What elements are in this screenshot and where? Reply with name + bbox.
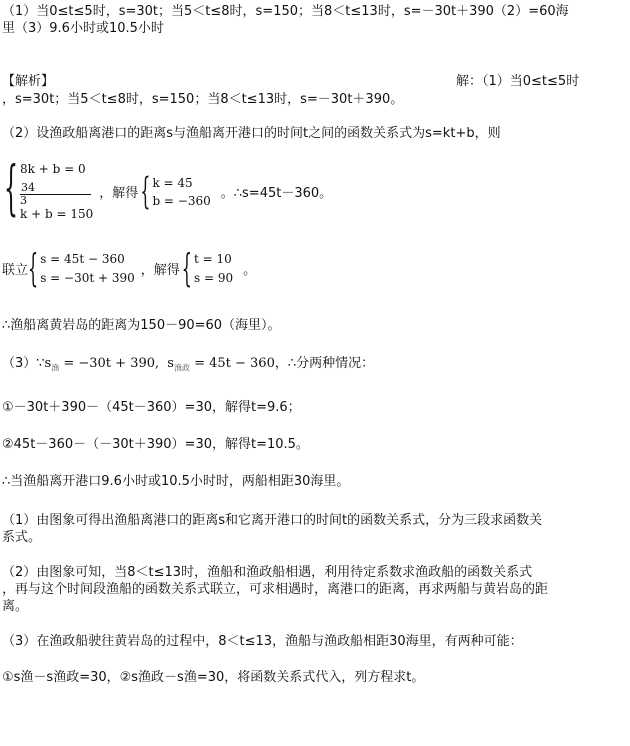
- explanation-2-line-1: （2）由图象可知，当8＜t≤13时，渔船和渔政船相遇，利用待定系数求渔政船的函数关系式: [2, 565, 533, 580]
- fraction-34-3: 34 3: [20, 182, 91, 207]
- system1-result-k: k = 45: [152, 175, 193, 190]
- s-yuzheng: $s_{渔政} = 45t - 360$: [167, 356, 275, 373]
- answer-line-1: （1）当0≤t≤5时，s=30t；当5＜t≤8时，s=150；当8＜t≤13时，s=－30t＋390（2）=60海: [2, 4, 569, 19]
- explanation-2-line-3: 离。: [2, 599, 29, 614]
- left-brace: {: [140, 168, 151, 213]
- system1-conclusion: 。∴s=45t－360。: [220, 186, 333, 201]
- explanation-3-line-1: （3）在渔政船驶往黄岩岛的过程中，8＜t≤13，渔船与渔政船相距30海里，有两种可能：: [2, 634, 523, 649]
- equation-system-1: [4, 156, 333, 224]
- explanation-2-line-2: ，再与这个时间段渔船的函数关系式联立，可求相遇时，离港口的距离，再求两船与黄岩岛的距: [2, 582, 549, 597]
- system1-result-b: b = −360: [152, 193, 211, 208]
- solve-label-1: ，解得: [99, 186, 139, 201]
- case-2: ②45t－360－（－30t＋390）=30，解得t=10.5。: [2, 437, 309, 452]
- system2-label: 联立: [2, 263, 29, 278]
- system2-result-t: t = 10: [193, 252, 232, 266]
- distance-conclusion: ∴渔船离黄岩岛的距离为150－90=60（海里）。: [2, 318, 281, 333]
- explanation-1-line-1: （1）由图象可得出渔船离港口的距离s和它离开港口的时间t的函数关系式，分为三段求函数关: [2, 513, 543, 528]
- system2-eq2: s = −30t + 390: [40, 271, 135, 285]
- analysis-heading: 【解析】: [2, 74, 55, 89]
- system2-end: 。: [243, 263, 257, 278]
- analysis-intro-line-2: ，s=30t；当5＜t≤8时，s=150；当8＜t≤13时，s=－30t＋390。: [2, 92, 404, 107]
- explanation-1-line-2: 系式。: [2, 530, 42, 545]
- system2-eq1: s = 45t − 360: [40, 252, 125, 266]
- case-1: ①－30t＋390－（45t－360）=30，解得t=9.6；: [2, 400, 301, 415]
- system1-eq2: 34 3 k + b = 150: [20, 181, 94, 221]
- part3-statement: $(3)\because s_渔 = -30t + 390$, $s_{渔政} = 45t - 360$，∴分两种情况：: [2, 356, 375, 373]
- analysis-intro-right: 解：（1）当0≤t≤5时: [456, 74, 580, 89]
- left-brace: {: [4, 156, 18, 224]
- left-brace: {: [181, 244, 192, 291]
- equation-system-2: [2, 244, 257, 291]
- system1-eq1: 8k + b = 0: [20, 162, 86, 176]
- case-conclusion: ∴当渔船离开港口9.6小时或10.5小时时，两船相距30海里。: [2, 474, 350, 489]
- explanation-3-line-2: ①s渔－s渔政=30，②s渔政－s渔=30，将函数关系式代入，列方程求t。: [2, 670, 425, 685]
- system2-result-s: s = 90: [193, 271, 234, 285]
- part2-intro: （2）设渔政船离港口的距离s与渔船离开港口的时间t之间的函数关系式为s=kt+b，则: [2, 126, 501, 141]
- s-yu: $s_渔 = -30t + 390$,: [44, 356, 160, 373]
- answer-line-2: 里（3）9.6小时或10.5小时: [2, 21, 164, 36]
- solve-label-2: ，解得: [140, 263, 180, 278]
- left-brace: {: [28, 244, 39, 291]
